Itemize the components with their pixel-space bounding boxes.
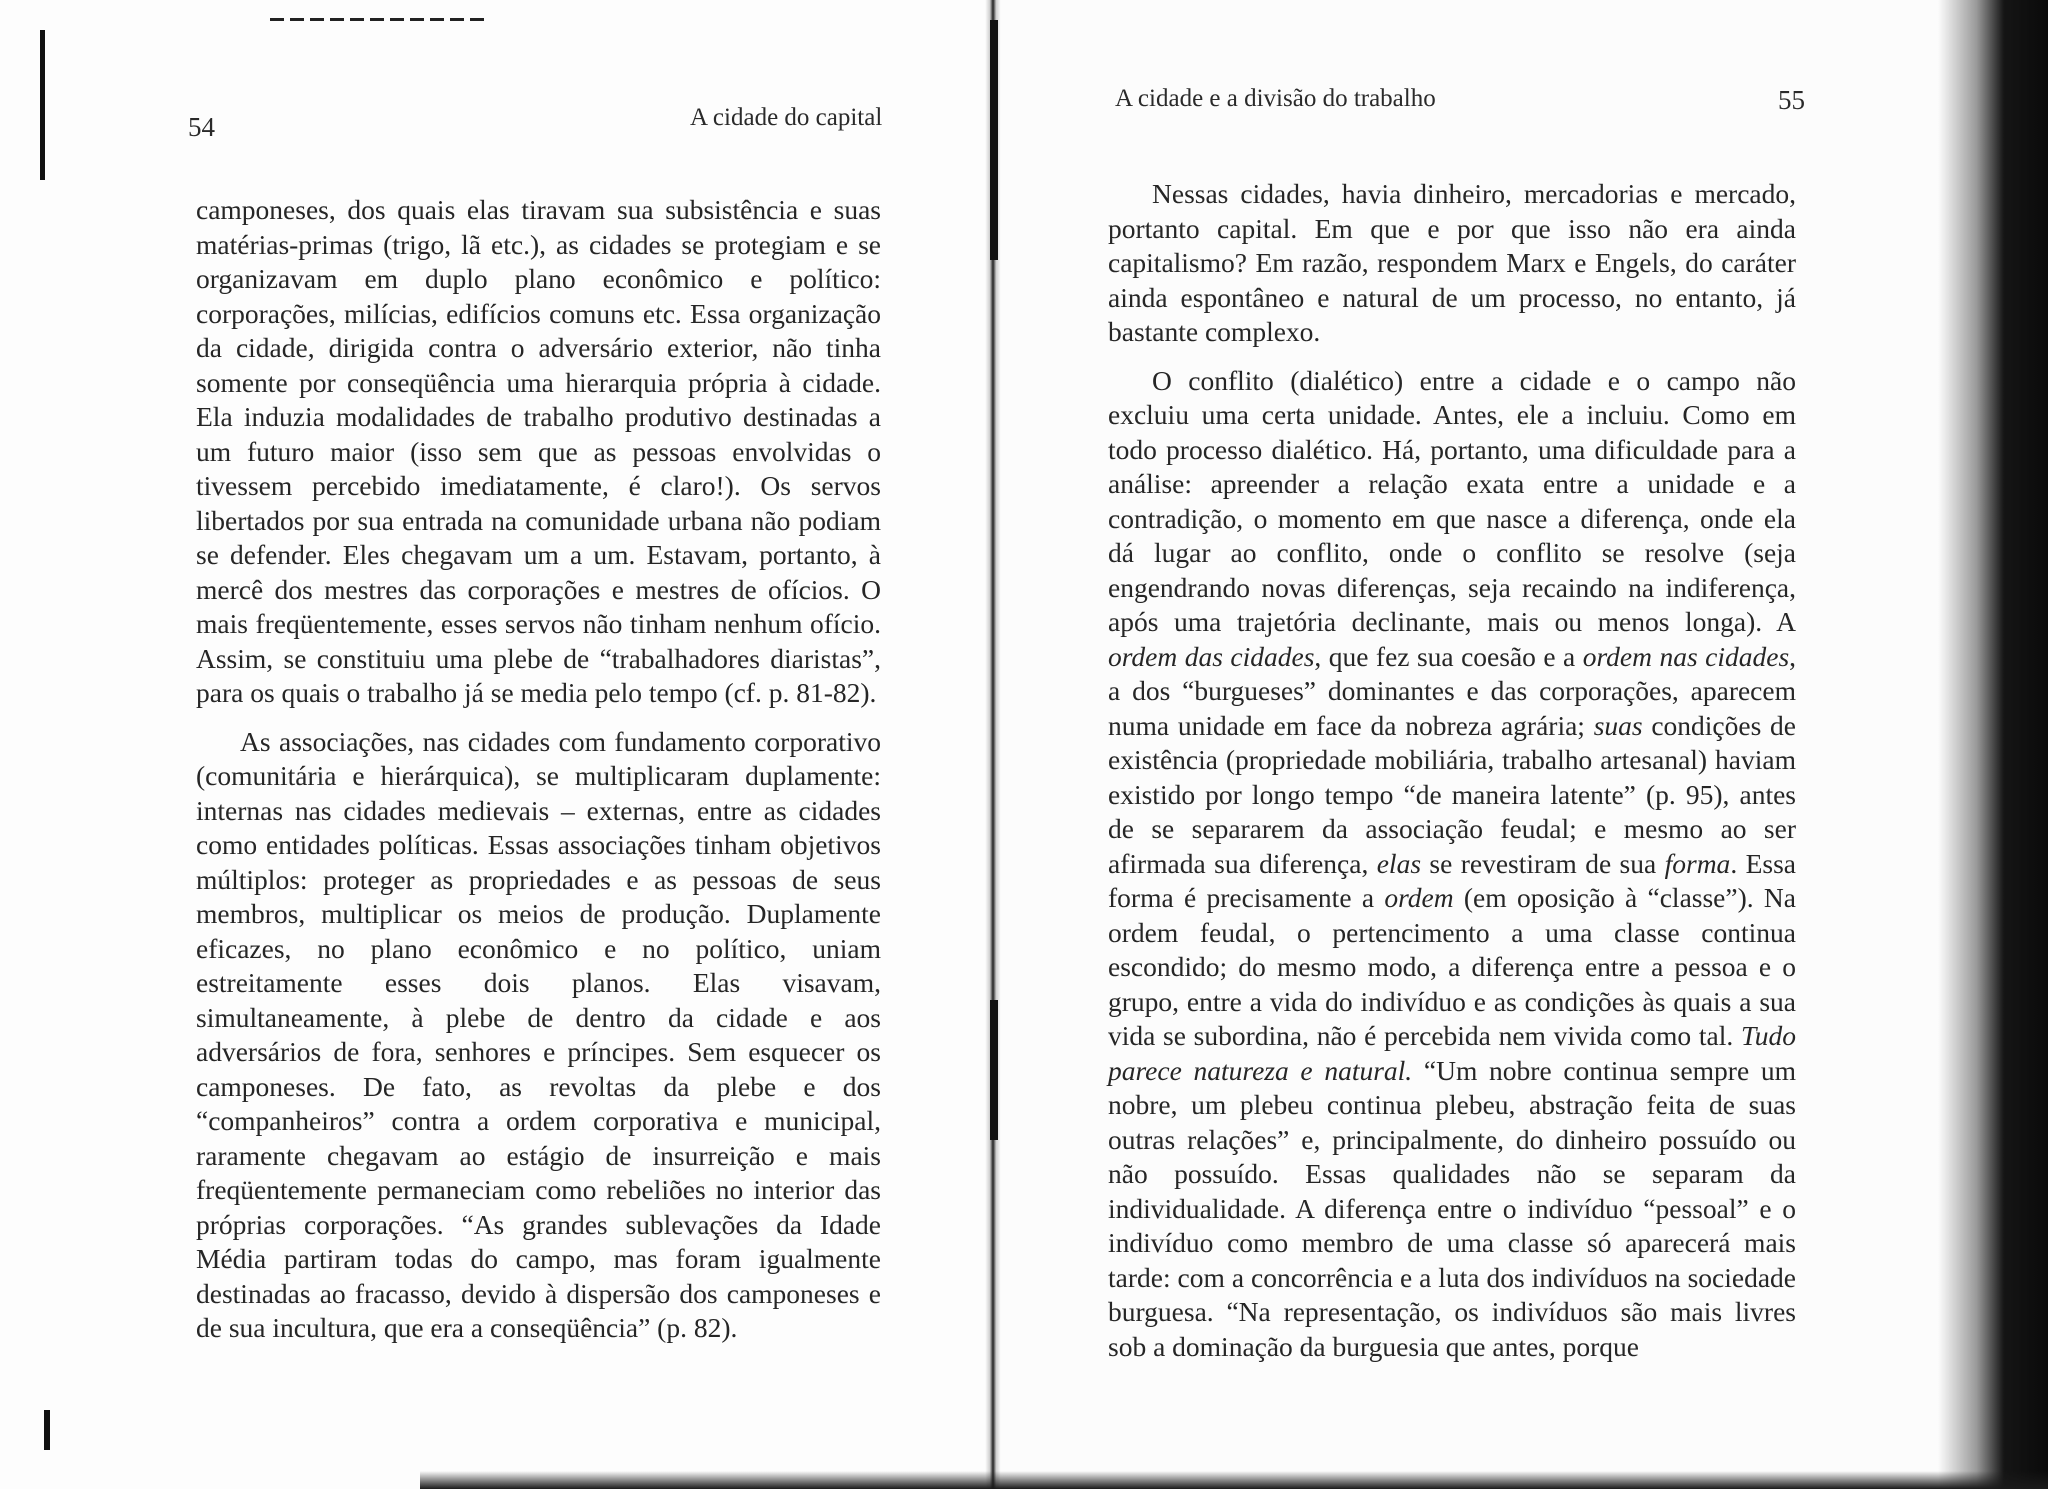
page-number: 54	[188, 112, 215, 142]
text-run: . Essa forma é precisamente a	[1108, 847, 1796, 913]
text-run: As associações, nas cidades com fundamento corporativo (comunitária e hierárquica), se multiplicaram duplamente: internas nas cidades medievais – externas, entre as cidades como entidades políticas. Essas associações tinham objetivos múltiplos: proteger as propriedades e as pessoas de seus membros, multiplicar os meios de produção. Duplamente eficazes, no plano econômico e no político, uniam estreitamente esses dois planos. Elas visavam, simultaneamente, à plebe de dentro da cidade e aos adversários de fora, senhores e príncipes. Sem esquecer os camponeses. De fato, as revoltas da plebe e dos “companheiros” contra a ordem corporativa e municipal, raramente chegavam ao estágio de insurreição e mais freqüentemente permaneciam como rebeliões no interior das próprias corporações. “As grandes sublevações da Idade Média partiram todas do campo, mas foram igualmente destinadas ao fracasso, devido à dispersão dos camponeses e de sua incultura, que era a conseqüência” (p. 82).	[196, 725, 881, 1343]
left-page	[0, 0, 990, 1489]
paragraph	[1108, 364, 1796, 1365]
italic-text: Tudo parece natureza e natural.	[1108, 1020, 1796, 1086]
text-run: Nessas cidades, havia dinheiro, mercadorias e mercado, portanto capital. Em que e por que isso não era ainda capitalismo? Em razão, respondem Marx e Engels, do caráter ainda espontâneo e natural de um processo, no entanto, já bastante complexo.	[1108, 178, 1796, 347]
scan-mark	[40, 30, 45, 180]
paragraph	[196, 193, 881, 711]
text-run: “Um nobre continua sempre um nobre, um plebeu continua plebeu, abstração feita de suas outras relações” e, principalmente, do dinheiro possuído ou não possuído. Essas qualidades não se separam da individualidade. A diferença entre o indivíduo “pessoal” e o indivíduo como membro de uma classe só aparecerá mais tarde: com a concorrência e a luta dos indivíduos na sociedade burguesa. “Na representação, os indivíduos são mais livres sob a dominação da burguesia que antes, porque	[1108, 1054, 1796, 1362]
running-head: A cidade e a divisão do trabalho	[1115, 85, 1436, 112]
page-edge-shadow	[1938, 0, 2048, 1489]
text-run: condições de existência (propriedade mobiliária, trabalho artesanal) haviam existido por longo tempo “de maneira latente” (p. 95), antes de se separarem da associação feudal; e mesmo ao ser afirmada sua diferença,	[1108, 709, 1796, 879]
text-run: camponeses, dos quais elas tiravam sua subsistência e suas matérias-primas (trigo, lã etc.), as cidades se protegiam e se organizavam em duplo plano econômico e político: corporações, milícias, edifícios comuns etc. Essa organização da cidade, dirigida contra o adversário exterior, não tinha somente por conseqüência uma hierarquia própria à cidade. Ela induzia modalidades de trabalho produtivo destinadas a um futuro maior (isso sem que as pessoas envolvidas o tivessem percebido imediatamente, é claro!). Os servos libertados por sua entrada na comunidade urbana não podiam se defender. Eles chegavam um a um. Estavam, portanto, à mercê dos mestres das corporações e mestres de ofícios. O mais freqüentemente, esses servos não tinham nenhum ofício. Assim, se constituiu uma plebe de “trabalhadores diaristas”, para os quais o trabalho já se media pelo tempo (cf. p. 81-82).	[196, 194, 881, 708]
paragraph	[196, 725, 881, 1346]
paragraph	[1108, 177, 1796, 350]
page-number: 55	[1778, 85, 1805, 115]
italic-text: ordem das cidades	[1108, 640, 1315, 672]
italic-text: elas	[1376, 847, 1422, 879]
scan-mark	[44, 1410, 50, 1450]
running-head: A cidade do capital	[690, 104, 883, 131]
italic-text: forma	[1664, 847, 1731, 879]
italic-text: ordem nas cidades	[1582, 640, 1790, 672]
text-run: O conflito (dialético) entre a cidade e o campo não excluiu uma certa unidade. Antes, ele a incluiu. Como em todo processo dialético. Há, portanto, uma dificuldade para a análise: apreender a relação exata entre a unidade e a contradição, o momento em que nasce a diferença, onde ela dá lugar ao conflito, onde o conflito se resolve (seja engendrando novas diferenças, seja recaindo na indiferença, após uma trajetória declinante, mais ou menos longa). A	[1108, 364, 1796, 637]
body-text	[196, 193, 881, 1346]
scan-mark	[990, 1000, 998, 1140]
right-page	[990, 0, 2048, 1489]
italic-text: suas	[1593, 709, 1643, 741]
text-run: (em oposição à “classe”). Na ordem feudal, o pertencimento a uma classe continua escondido; do mesmo modo, a diferença entre a pessoa e o grupo, entre a vida do indivíduo e as condições às quais a sua vida se subordina, não é percebida nem vivida como tal.	[1108, 882, 1796, 1051]
text-run: se revestiram de sua	[1421, 847, 1665, 879]
italic-text: ordem	[1384, 882, 1454, 913]
bottom-shadow	[420, 1471, 2048, 1489]
body-text	[1108, 177, 1796, 1364]
text-run: , a dos “burgueses” dominantes e das corporações, aparecem numa unidade em face da nobreza agrária;	[1108, 640, 1797, 741]
text-run: , que fez sua coesão e a	[1314, 640, 1583, 672]
scan-mark	[270, 18, 490, 21]
scan-mark	[990, 20, 998, 260]
